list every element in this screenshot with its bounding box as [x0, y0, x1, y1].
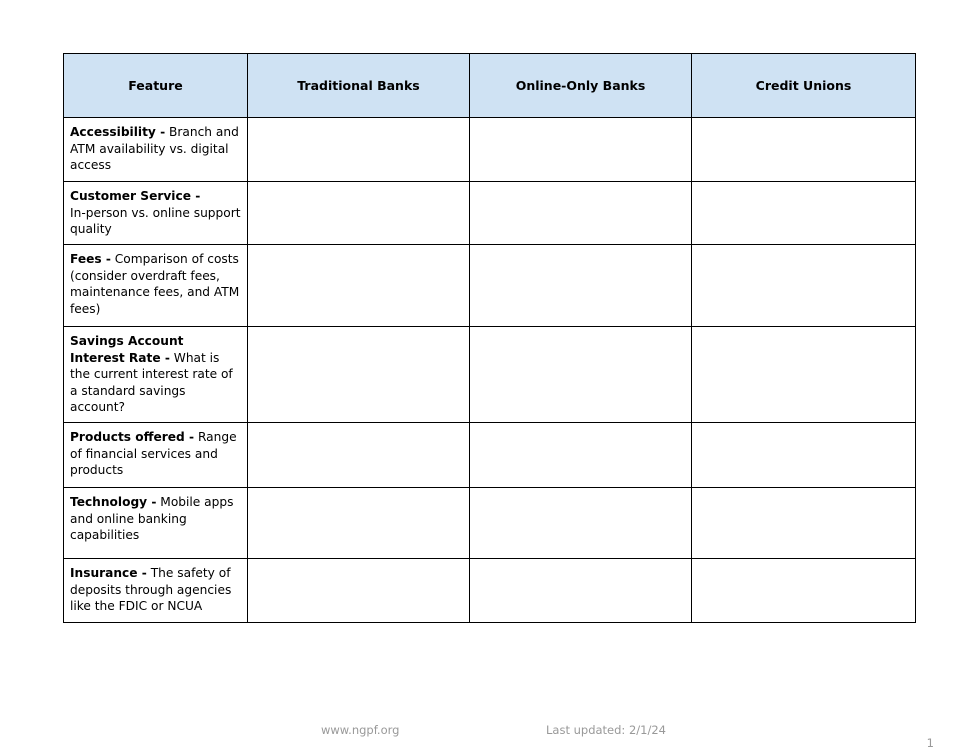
- cell-traditional-banks[interactable]: [248, 182, 470, 245]
- footer-website: www.ngpf.org: [321, 723, 400, 737]
- cell-online-only-banks[interactable]: [470, 182, 692, 245]
- cell-online-only-banks[interactable]: [470, 245, 692, 327]
- feature-name: Insurance -: [70, 566, 147, 580]
- table-row: [64, 327, 916, 423]
- cell-credit-unions[interactable]: [692, 423, 916, 488]
- cell-online-only-banks[interactable]: [470, 423, 692, 488]
- feature-description: Branch and ATM availability vs. digital access: [70, 125, 239, 173]
- feature-name: Savings Account Interest Rate -: [70, 334, 184, 365]
- feature-customer-service: [64, 182, 248, 245]
- feature-fees: [64, 245, 248, 327]
- cell-credit-unions[interactable]: [692, 559, 916, 623]
- feature-description: Mobile apps and online banking capabilities: [70, 495, 234, 543]
- header-online-only-banks: Online-Only Banks: [470, 54, 692, 118]
- cell-traditional-banks[interactable]: [248, 118, 470, 182]
- feature-description: In-person vs. online support quality: [70, 205, 241, 237]
- feature-name: Fees -: [70, 252, 111, 266]
- feature-name: Products offered -: [70, 430, 195, 444]
- feature-name: Accessibility -: [70, 125, 166, 139]
- feature-description: Range of financial services and products: [70, 430, 237, 478]
- table-row: [64, 488, 916, 559]
- cell-traditional-banks[interactable]: [248, 245, 470, 327]
- cell-credit-unions[interactable]: [692, 245, 916, 327]
- bank-comparison-table: [63, 53, 916, 623]
- feature-description: The safety of deposits through agencies like the FDIC or NCUA: [70, 566, 232, 614]
- cell-credit-unions[interactable]: [692, 182, 916, 245]
- feature-name: Technology -: [70, 495, 157, 509]
- table-row: [64, 559, 916, 623]
- header-feature: Feature: [64, 54, 248, 118]
- cell-traditional-banks[interactable]: [248, 423, 470, 488]
- feature-savings-interest-rate: [64, 327, 248, 423]
- cell-credit-unions[interactable]: [692, 118, 916, 182]
- table-row: [64, 423, 916, 488]
- table-row: [64, 245, 916, 327]
- header-traditional-banks: Traditional Banks: [248, 54, 470, 118]
- table-row: [64, 182, 916, 245]
- cell-online-only-banks[interactable]: [470, 488, 692, 559]
- cell-credit-unions[interactable]: [692, 488, 916, 559]
- cell-credit-unions[interactable]: [692, 327, 916, 423]
- feature-insurance: [64, 559, 248, 623]
- feature-accessibility: [64, 118, 248, 182]
- feature-description: Comparison of costs (consider overdraft fees, maintenance fees, and ATM fees): [70, 252, 240, 316]
- feature-description: What is the current interest rate of a standard savings account?: [70, 350, 233, 415]
- cell-online-only-banks[interactable]: [470, 327, 692, 423]
- feature-products-offered: [64, 423, 248, 488]
- cell-traditional-banks[interactable]: [248, 488, 470, 559]
- cell-online-only-banks[interactable]: [470, 118, 692, 182]
- feature-technology: [64, 488, 248, 559]
- header-credit-unions: Credit Unions: [692, 54, 916, 118]
- cell-traditional-banks[interactable]: [248, 559, 470, 623]
- footer-last-updated: Last updated: 2/1/24: [546, 723, 666, 737]
- cell-online-only-banks[interactable]: [470, 559, 692, 623]
- cell-traditional-banks[interactable]: [248, 327, 470, 423]
- feature-name: Customer Service -: [70, 189, 201, 203]
- page-number: 1: [926, 736, 934, 750]
- table-row: [64, 118, 916, 182]
- table-header-row: [64, 54, 916, 118]
